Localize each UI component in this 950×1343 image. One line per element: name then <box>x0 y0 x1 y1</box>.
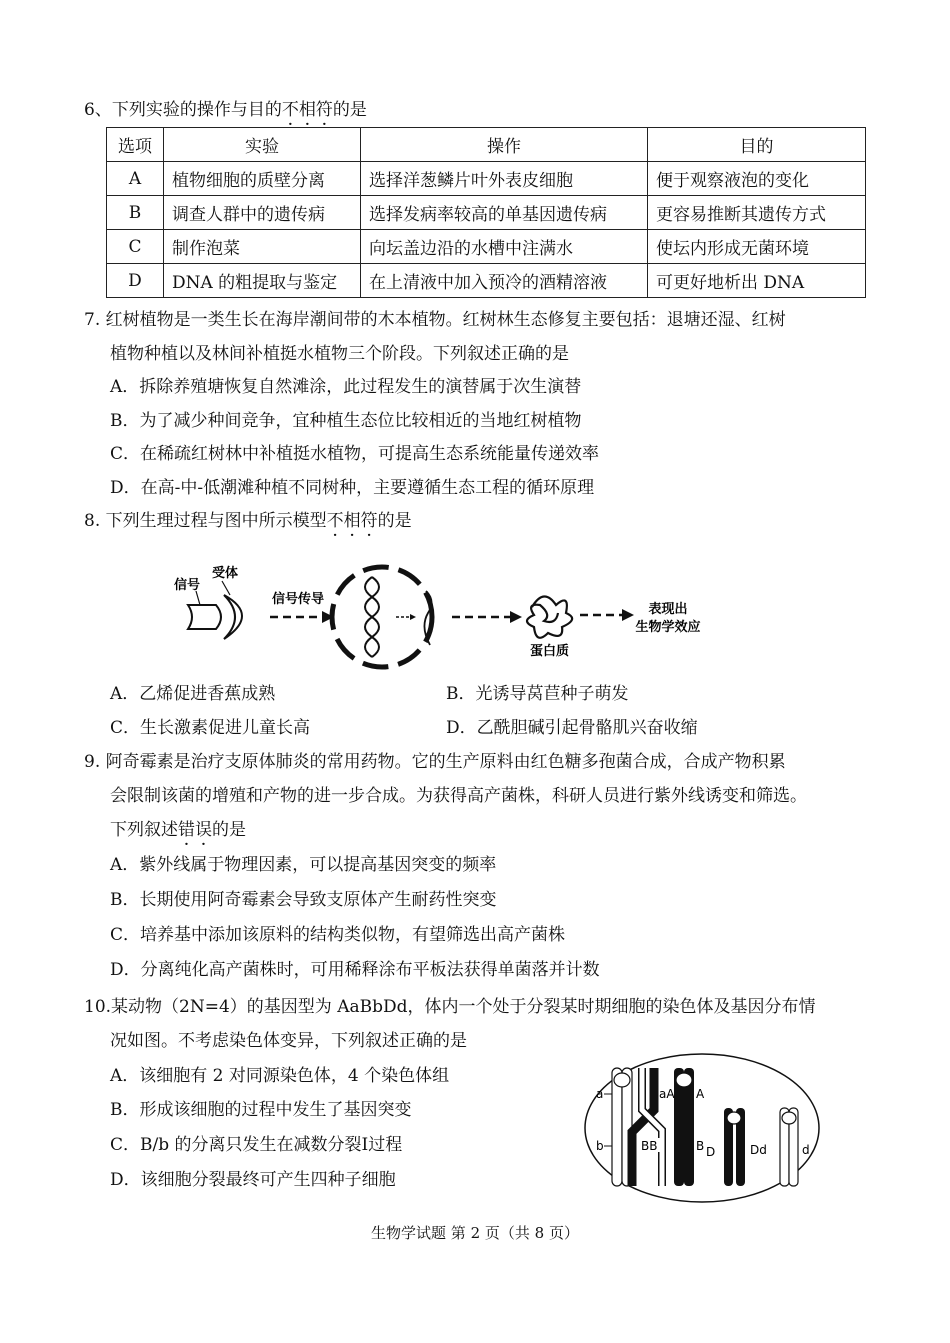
dna-helix-strand <box>365 577 379 657</box>
table-cell: 选择发病率较高的单基因遗传病 <box>361 196 648 230</box>
table-row <box>107 196 866 230</box>
effect-label-line1: 表现出 <box>648 602 688 617</box>
q9-stem-line2: 会限制该菌的增殖和产物的进一步合成。为获得高产菌株，科研人员进行紫外线诱变和筛选。 <box>110 786 807 806</box>
arrow-head <box>622 609 634 621</box>
q9-option-d: D．分离纯化高产菌株时，可用稀释涂布平板法获得单菌落并计数 <box>110 960 600 980</box>
table-header-row <box>107 128 866 162</box>
receptor-label: 受体 <box>212 566 239 581</box>
table-cell: 更容易推断其遗传方式 <box>648 196 866 230</box>
gene-label: B <box>696 1139 705 1153</box>
q8-option-d: D．乙酰胆碱引起骨骼肌兴奋收缩 <box>446 718 698 738</box>
gene-label: d <box>802 1143 810 1157</box>
q8-option-c: C．生长激素促进儿童长高 <box>110 718 311 738</box>
q7-stem-line2: 植物种植以及林间补植挺水植物三个阶段。下列叙述正确的是 <box>110 344 569 364</box>
table-cell: C <box>107 230 164 264</box>
table-cell: 植物细胞的质壁分离 <box>164 162 361 196</box>
gene-label: a <box>596 1087 604 1101</box>
table-cell: 调查人群中的遗传病 <box>164 196 361 230</box>
table-cell: 便于观察液泡的变化 <box>648 162 866 196</box>
q7-option-a: A．拆除养殖塘恢复自然滩涂，此过程发生的演替属于次生演替 <box>110 377 582 397</box>
gene-label: BB <box>641 1139 658 1153</box>
q7-option-c: C．在稀疏红树林中补植挺水植物，可提高生态系统能量传递效率 <box>110 444 600 464</box>
cell-chromosome-diagram <box>582 1050 824 1210</box>
q10-stem-line1: 10.某动物（2N=4）的基因型为 AaBbDd，体内一个处于分裂某时期细胞的染色体及基因分布情 <box>84 997 816 1017</box>
q9-stem-line1: 9. 阿奇霉素是治疗支原体肺炎的常用药物。它的生产原料由红色糖多孢菌合成，合成产物积累 <box>84 752 786 772</box>
gene-label: aA <box>659 1087 675 1101</box>
signal-molecule-shape <box>188 605 221 629</box>
table-cell: 在上清液中加入预冷的酒精溶液 <box>361 264 648 298</box>
table-row <box>107 230 866 264</box>
header-cell: 实验 <box>164 128 361 162</box>
q9-option-a: A．紫外线属于物理因素，可以提高基因突变的频率 <box>110 855 497 875</box>
table-cell: 可更好地析出 DNA <box>648 264 866 298</box>
table-cell: D <box>107 264 164 298</box>
q9-option-c: C．培养基中添加该原料的结构类似物，有望筛选出高产菌株 <box>110 925 566 945</box>
header-cell: 选项 <box>107 128 164 162</box>
gene-label: A <box>696 1087 705 1101</box>
centromere <box>727 1112 741 1124</box>
signal-label: 信号 <box>174 578 201 593</box>
q8-option-a: A．乙烯促进香蕉成熟 <box>110 684 276 704</box>
table-row <box>107 264 866 298</box>
table-row <box>107 162 866 196</box>
q6-stem: 6、下列实验的操作与目的不相符的是 <box>84 100 367 120</box>
q8-stem: 8. 下列生理过程与图中所示模型不相符的是 <box>84 511 412 531</box>
protein-shape <box>527 596 572 637</box>
header-cell: 目的 <box>648 128 866 162</box>
centromere <box>676 1073 692 1087</box>
q9-option-b: B．长期使用阿奇霉素会导致支原体产生耐药性突变 <box>110 890 497 910</box>
centromere <box>782 1112 796 1124</box>
receptor-shape <box>224 595 242 639</box>
table-cell: 选择洋葱鳞片叶外表皮细胞 <box>361 162 648 196</box>
signal-pathway-diagram <box>160 555 720 670</box>
transcription-arrow-head <box>410 614 416 620</box>
q10-option-b: B．形成该细胞的过程中发生了基因突变 <box>110 1100 412 1120</box>
arrow-head <box>510 611 522 623</box>
q8-option-b: B．光诱导莴苣种子萌发 <box>446 684 629 704</box>
q7-option-b: B．为了减少种间竞争，宜种植生态位比较相近的当地红树植物 <box>110 411 582 431</box>
table-cell: DNA 的粗提取与鉴定 <box>164 264 361 298</box>
q10-option-c: C．B/b 的分离只发生在减数分裂Ⅰ过程 <box>110 1135 403 1155</box>
table-cell: B <box>107 196 164 230</box>
protein-label: 蛋白质 <box>530 644 570 659</box>
table-cell: A <box>107 162 164 196</box>
q10-option-d: D．该细胞分裂最终可产生四种子细胞 <box>110 1170 396 1190</box>
centromere <box>614 1073 630 1087</box>
q9-stem-line3: 下列叙述错误的是 <box>110 820 246 840</box>
table-cell: 使坛内形成无菌环境 <box>648 230 866 264</box>
q7-option-d: D．在高-中-低潮滩种植不同树种，主要遵循生态工程的循环原理 <box>110 478 595 498</box>
receptor-pointer <box>222 581 230 595</box>
gene-label: b <box>596 1139 604 1153</box>
q10-option-a: A．该细胞有 2 对同源染色体，4 个染色体组 <box>110 1066 450 1086</box>
table-cell: 向坛盖边沿的水槽中注满水 <box>361 230 648 264</box>
transduction-label: 信号传导 <box>272 592 325 607</box>
table-cell: 制作泡菜 <box>164 230 361 264</box>
nucleus-outline <box>332 567 432 667</box>
header-cell: 操作 <box>361 128 648 162</box>
page-footer: 生物学试题 第 2 页（共 8 页） <box>371 1224 579 1242</box>
effect-label-line2: 生物学效应 <box>635 620 701 635</box>
q7-stem-line1: 7. 红树植物是一类生长在海岸潮间带的木本植物。红树林生态修复主要包括：退塘还湿、红树 <box>84 310 786 330</box>
q6-table <box>106 127 866 298</box>
gene-label: Dd <box>750 1143 767 1157</box>
q10-stem-line2: 况如图。不考虑染色体变异，下列叙述正确的是 <box>110 1031 467 1051</box>
gene-label: D <box>706 1145 716 1159</box>
signal-pointer <box>196 591 200 605</box>
